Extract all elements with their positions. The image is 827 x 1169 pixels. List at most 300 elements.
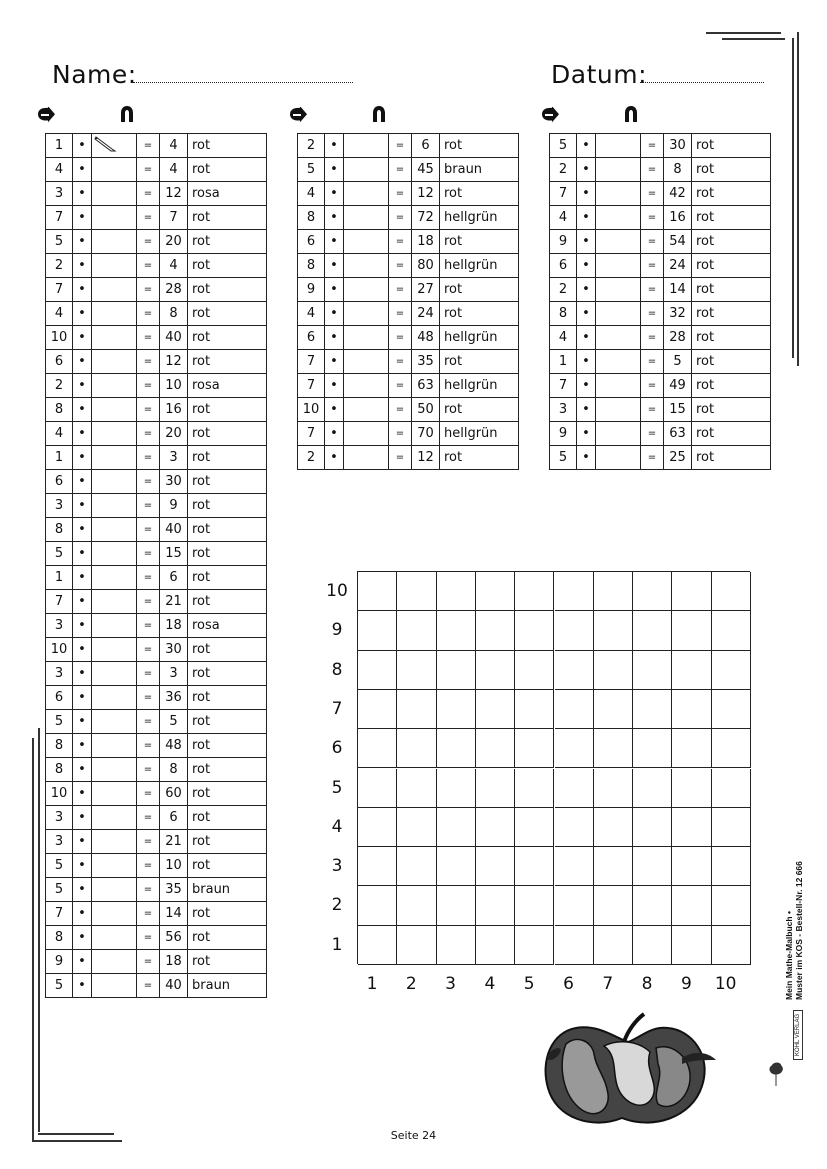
equals-sign: =: [137, 614, 160, 638]
answer-blank[interactable]: [92, 662, 137, 686]
factor-cell: 6: [298, 230, 325, 254]
factor-cell: 4: [46, 422, 73, 446]
task-row: [46, 590, 267, 614]
result-cell: 54: [664, 230, 692, 254]
grid-cell[interactable]: [437, 611, 476, 650]
equals-sign: =: [137, 926, 160, 950]
equals-sign: =: [137, 230, 160, 254]
answer-blank[interactable]: [596, 398, 641, 422]
grid-cell[interactable]: [712, 651, 751, 690]
answer-blank[interactable]: [92, 254, 137, 278]
grid-cell[interactable]: [633, 651, 672, 690]
color-cell: rot: [188, 398, 267, 422]
color-cell: rot: [188, 542, 267, 566]
frame-left-v1: [32, 738, 34, 1140]
answer-blank[interactable]: [344, 158, 389, 182]
times-dot: •: [325, 422, 344, 446]
grid-cell[interactable]: [633, 926, 672, 965]
grid-cell[interactable]: [476, 690, 515, 729]
grid-cell[interactable]: [555, 808, 594, 847]
answer-blank[interactable]: [92, 878, 137, 902]
y-axis-label: 2: [331, 895, 343, 916]
answer-blank[interactable]: [596, 158, 641, 182]
task-row: [298, 374, 519, 398]
answer-blank[interactable]: [596, 374, 641, 398]
grid-cell[interactable]: [633, 847, 672, 886]
grid-cell[interactable]: [397, 886, 436, 925]
task-row: [46, 710, 267, 734]
answer-blank[interactable]: [92, 734, 137, 758]
grid-cell[interactable]: [437, 572, 476, 611]
grid-cell[interactable]: [633, 769, 672, 808]
grid-cell[interactable]: [672, 769, 711, 808]
frame-right-v1: [792, 38, 794, 358]
grid-cell[interactable]: [515, 729, 554, 768]
grid-cell[interactable]: [397, 651, 436, 690]
times-dot: •: [73, 422, 92, 446]
grid-cell[interactable]: [515, 572, 554, 611]
color-cell: rot: [692, 278, 771, 302]
result-cell: 40: [160, 326, 188, 350]
answer-blank[interactable]: [596, 182, 641, 206]
equals-sign: =: [389, 302, 412, 326]
times-dot: •: [577, 134, 596, 158]
grid-cell[interactable]: [515, 690, 554, 729]
times-dot: •: [73, 758, 92, 782]
answer-blank[interactable]: [92, 350, 137, 374]
grid-cell[interactable]: [633, 886, 672, 925]
color-cell: rot: [188, 206, 267, 230]
answer-blank[interactable]: [344, 182, 389, 206]
grid-cell[interactable]: [476, 572, 515, 611]
y-axis-label: 9: [331, 620, 343, 641]
answer-blank[interactable]: [344, 398, 389, 422]
grid-cell[interactable]: [437, 808, 476, 847]
color-cell: rot: [188, 230, 267, 254]
color-cell: rot: [188, 302, 267, 326]
task-row: [46, 374, 267, 398]
answer-blank[interactable]: [92, 446, 137, 470]
grid-cell[interactable]: [397, 926, 436, 965]
answer-blank[interactable]: [344, 230, 389, 254]
date-line[interactable]: [640, 82, 764, 83]
equals-sign: =: [137, 206, 160, 230]
factor-cell: 8: [46, 926, 73, 950]
answer-blank[interactable]: [596, 230, 641, 254]
grid-cell[interactable]: [633, 611, 672, 650]
answer-blank[interactable]: [92, 542, 137, 566]
result-cell: 42: [664, 182, 692, 206]
y-axis-label: 5: [331, 777, 343, 798]
task-row: [46, 830, 267, 854]
factor-cell: 3: [46, 830, 73, 854]
book-title: Mein Mathe-Malbuch •: [784, 911, 794, 1000]
x-axis-label: 7: [602, 974, 614, 994]
result-cell: 5: [664, 350, 692, 374]
grid-cell[interactable]: [633, 690, 672, 729]
color-cell: rot: [188, 926, 267, 950]
factor-cell: 9: [298, 278, 325, 302]
x-axis-label: 6: [563, 974, 574, 994]
grid-cell[interactable]: [672, 690, 711, 729]
equals-sign: =: [137, 326, 160, 350]
factor-cell: 6: [46, 350, 73, 374]
grid-cell[interactable]: [555, 847, 594, 886]
color-cell: hellgrün: [440, 422, 519, 446]
grid-cell[interactable]: [712, 690, 751, 729]
factor-cell: 5: [550, 446, 577, 470]
grid-cell[interactable]: [437, 926, 476, 965]
grid-cell[interactable]: [633, 808, 672, 847]
grid-cell[interactable]: [555, 611, 594, 650]
task-row: [46, 854, 267, 878]
answer-blank[interactable]: [92, 374, 137, 398]
answer-blank[interactable]: [92, 710, 137, 734]
answer-blank[interactable]: [344, 206, 389, 230]
grid-cell[interactable]: [437, 847, 476, 886]
grid-cell[interactable]: [672, 611, 711, 650]
factor-cell: 5: [46, 974, 73, 998]
answer-blank[interactable]: [92, 590, 137, 614]
color-cell: rot: [692, 302, 771, 326]
grid-cell[interactable]: [397, 729, 436, 768]
answer-blank[interactable]: [92, 854, 137, 878]
factor-cell: 10: [46, 326, 73, 350]
factor-cell: 7: [298, 350, 325, 374]
grid-cell[interactable]: [437, 769, 476, 808]
y-axis-label: 7: [331, 698, 343, 719]
coordinate-grid[interactable]: [357, 571, 750, 964]
task-row: [550, 206, 771, 230]
grid-cell[interactable]: [555, 886, 594, 925]
factor-cell: 2: [46, 374, 73, 398]
grid-cell[interactable]: [476, 611, 515, 650]
task-row: [46, 638, 267, 662]
answer-blank[interactable]: [92, 614, 137, 638]
result-cell: 7: [160, 206, 188, 230]
grid-cell[interactable]: [594, 572, 633, 611]
task-row: [550, 134, 771, 158]
grid-cell[interactable]: [555, 926, 594, 965]
answer-blank[interactable]: [596, 254, 641, 278]
grid-cell[interactable]: [437, 651, 476, 690]
times-dot: •: [325, 134, 344, 158]
grid-cell[interactable]: [358, 651, 397, 690]
grid-cell[interactable]: [397, 769, 436, 808]
answer-blank[interactable]: [92, 830, 137, 854]
grid-cell[interactable]: [594, 611, 633, 650]
grid-cell[interactable]: [672, 651, 711, 690]
color-cell: rot: [188, 854, 267, 878]
answer-blank[interactable]: [344, 134, 389, 158]
times-dot: •: [577, 326, 596, 350]
color-cell: rot: [188, 494, 267, 518]
result-cell: 16: [160, 398, 188, 422]
grid-cell[interactable]: [672, 847, 711, 886]
grid-cell[interactable]: [476, 808, 515, 847]
grid-cell[interactable]: [397, 847, 436, 886]
factor-cell: 7: [46, 590, 73, 614]
grid-cell[interactable]: [712, 886, 751, 925]
factor-cell: 3: [46, 806, 73, 830]
task-row: [298, 182, 519, 206]
equals-sign: =: [389, 374, 412, 398]
grid-cell[interactable]: [358, 729, 397, 768]
grid-cell[interactable]: [358, 690, 397, 729]
answer-blank[interactable]: [92, 182, 137, 206]
grid-cell[interactable]: [555, 690, 594, 729]
equals-sign: =: [137, 278, 160, 302]
color-cell: rot: [188, 134, 267, 158]
answer-blank[interactable]: [596, 206, 641, 230]
result-cell: 56: [160, 926, 188, 950]
grid-cell[interactable]: [712, 808, 751, 847]
answer-blank[interactable]: [92, 206, 137, 230]
grid-cell[interactable]: [515, 886, 554, 925]
result-cell: 18: [412, 230, 440, 254]
grid-cell[interactable]: [594, 886, 633, 925]
grid-cell[interactable]: [358, 769, 397, 808]
task-row: [46, 782, 267, 806]
answer-blank[interactable]: [92, 470, 137, 494]
grid-cell[interactable]: [555, 572, 594, 611]
answer-blank[interactable]: [344, 350, 389, 374]
times-dot: •: [73, 614, 92, 638]
grid-cell[interactable]: [358, 847, 397, 886]
answer-blank[interactable]: [92, 974, 137, 998]
result-cell: 48: [160, 734, 188, 758]
answer-blank[interactable]: [596, 446, 641, 470]
grid-cell[interactable]: [515, 847, 554, 886]
equals-sign: =: [137, 590, 160, 614]
grid-cell[interactable]: [594, 926, 633, 965]
equals-sign: =: [641, 206, 664, 230]
color-cell: rot: [188, 782, 267, 806]
grid-cell[interactable]: [712, 847, 751, 886]
grid-cell[interactable]: [515, 769, 554, 808]
grid-cell[interactable]: [594, 847, 633, 886]
factor-cell: 2: [298, 134, 325, 158]
factor-cell: 5: [46, 710, 73, 734]
grid-cell[interactable]: [672, 808, 711, 847]
answer-blank[interactable]: [596, 326, 641, 350]
answer-blank[interactable]: [344, 254, 389, 278]
result-cell: 15: [664, 398, 692, 422]
grid-cell[interactable]: [555, 729, 594, 768]
grid-cell[interactable]: [358, 611, 397, 650]
result-cell: 3: [160, 662, 188, 686]
grid-cell[interactable]: [594, 769, 633, 808]
color-cell: rot: [692, 446, 771, 470]
result-cell: 4: [160, 158, 188, 182]
grid-cell[interactable]: [397, 690, 436, 729]
answer-blank[interactable]: [344, 374, 389, 398]
task-row: [46, 686, 267, 710]
answer-blank[interactable]: [596, 134, 641, 158]
grid-cell[interactable]: [672, 572, 711, 611]
task-row: [46, 422, 267, 446]
grid-cell[interactable]: [358, 926, 397, 965]
color-cell: rot: [188, 662, 267, 686]
factor-cell: 5: [46, 854, 73, 878]
answer-blank[interactable]: [92, 398, 137, 422]
frame-left-v2: [38, 728, 40, 1132]
grid-cell[interactable]: [397, 611, 436, 650]
color-cell: rot: [188, 350, 267, 374]
task-row: [46, 878, 267, 902]
color-cell: rot: [188, 686, 267, 710]
grid-cell[interactable]: [594, 729, 633, 768]
grid-cell[interactable]: [476, 886, 515, 925]
grid-cell[interactable]: [476, 847, 515, 886]
answer-blank[interactable]: [92, 494, 137, 518]
grid-cell[interactable]: [672, 729, 711, 768]
grid-cell[interactable]: [712, 926, 751, 965]
answer-blank[interactable]: [92, 806, 137, 830]
name-label: Name:: [52, 60, 137, 89]
task-row: [46, 206, 267, 230]
grid-cell[interactable]: [437, 729, 476, 768]
answer-blank[interactable]: [92, 302, 137, 326]
task-row: [46, 566, 267, 590]
grid-cell[interactable]: [712, 769, 751, 808]
answer-blank[interactable]: [344, 326, 389, 350]
result-cell: 24: [412, 302, 440, 326]
factor-cell: 10: [46, 638, 73, 662]
factor-cell: 4: [298, 302, 325, 326]
grid-cell[interactable]: [555, 651, 594, 690]
grid-cell[interactable]: [672, 886, 711, 925]
frame-top-right-h1: [706, 32, 781, 34]
answer-blank[interactable]: [92, 638, 137, 662]
color-cell: rot: [692, 134, 771, 158]
result-cell: 10: [160, 854, 188, 878]
color-cell: rot: [188, 446, 267, 470]
grid-cell[interactable]: [594, 690, 633, 729]
factor-cell: 5: [46, 878, 73, 902]
answer-blank[interactable]: [92, 230, 137, 254]
times-dot: •: [73, 470, 92, 494]
grid-cell[interactable]: [515, 926, 554, 965]
grid-cell[interactable]: [594, 808, 633, 847]
grid-cell[interactable]: [515, 808, 554, 847]
task-row: [46, 326, 267, 350]
answer-blank[interactable]: [344, 302, 389, 326]
factor-cell: 4: [298, 182, 325, 206]
grid-cell[interactable]: [515, 651, 554, 690]
task-row: [298, 446, 519, 470]
grid-cell[interactable]: [437, 690, 476, 729]
answer-blank[interactable]: [92, 950, 137, 974]
times-dot: •: [73, 398, 92, 422]
factor-cell: 8: [46, 758, 73, 782]
factor-cell: 1: [46, 134, 73, 158]
task-row: [298, 350, 519, 374]
factor-cell: 8: [46, 398, 73, 422]
answer-blank[interactable]: [92, 902, 137, 926]
grid-cell[interactable]: [358, 572, 397, 611]
times-dot: •: [73, 878, 92, 902]
answer-blank[interactable]: [344, 446, 389, 470]
answer-blank[interactable]: [596, 350, 641, 374]
grid-cell[interactable]: [712, 611, 751, 650]
grid-cell[interactable]: [437, 886, 476, 925]
task-row: [550, 158, 771, 182]
factor-cell: 5: [298, 158, 325, 182]
name-line[interactable]: [133, 82, 353, 83]
answer-blank[interactable]: [92, 686, 137, 710]
grid-cell[interactable]: [397, 808, 436, 847]
grid-cell[interactable]: [397, 572, 436, 611]
grid-cell[interactable]: [633, 729, 672, 768]
equals-sign: =: [137, 974, 160, 998]
answer-blank[interactable]: [92, 158, 137, 182]
times-dot: •: [577, 158, 596, 182]
answer-blank[interactable]: [344, 422, 389, 446]
task-row: [550, 302, 771, 326]
times-dot: •: [325, 302, 344, 326]
times-dot: •: [325, 182, 344, 206]
answer-blank[interactable]: [92, 758, 137, 782]
times-dot: •: [73, 446, 92, 470]
factor-cell: 5: [46, 542, 73, 566]
grid-cell[interactable]: [594, 651, 633, 690]
times-dot: •: [73, 374, 92, 398]
task-row: [550, 350, 771, 374]
times-dot: •: [577, 230, 596, 254]
answer-blank[interactable]: [92, 566, 137, 590]
grid-cell[interactable]: [555, 769, 594, 808]
times-dot: •: [577, 278, 596, 302]
answer-blank[interactable]: [596, 422, 641, 446]
answer-blank[interactable]: [92, 134, 137, 158]
grid-cell[interactable]: [476, 926, 515, 965]
result-cell: 12: [412, 182, 440, 206]
answer-blank[interactable]: [596, 278, 641, 302]
answer-blank[interactable]: [92, 326, 137, 350]
grid-cell[interactable]: [515, 611, 554, 650]
grid-cell[interactable]: [633, 572, 672, 611]
times-dot: •: [73, 782, 92, 806]
answer-blank[interactable]: [92, 422, 137, 446]
answer-blank[interactable]: [344, 278, 389, 302]
factor-cell: 4: [550, 206, 577, 230]
answer-blank[interactable]: [92, 926, 137, 950]
grid-cell[interactable]: [358, 886, 397, 925]
answer-blank[interactable]: [596, 302, 641, 326]
result-cell: 27: [412, 278, 440, 302]
answer-blank[interactable]: [92, 278, 137, 302]
grid-cell[interactable]: [672, 926, 711, 965]
grid-cell[interactable]: [476, 729, 515, 768]
grid-cell[interactable]: [712, 572, 751, 611]
task-row: [46, 662, 267, 686]
grid-cell[interactable]: [476, 769, 515, 808]
result-cell: 24: [664, 254, 692, 278]
task-row: [550, 422, 771, 446]
factor-cell: 2: [550, 278, 577, 302]
grid-cell[interactable]: [712, 729, 751, 768]
grid-cell[interactable]: [476, 651, 515, 690]
color-cell: rot: [440, 302, 519, 326]
equals-sign: =: [137, 446, 160, 470]
equals-sign: =: [137, 878, 160, 902]
result-cell: 12: [160, 350, 188, 374]
answer-blank[interactable]: [92, 518, 137, 542]
answer-blank[interactable]: [92, 782, 137, 806]
equals-sign: =: [137, 494, 160, 518]
grid-cell[interactable]: [358, 808, 397, 847]
